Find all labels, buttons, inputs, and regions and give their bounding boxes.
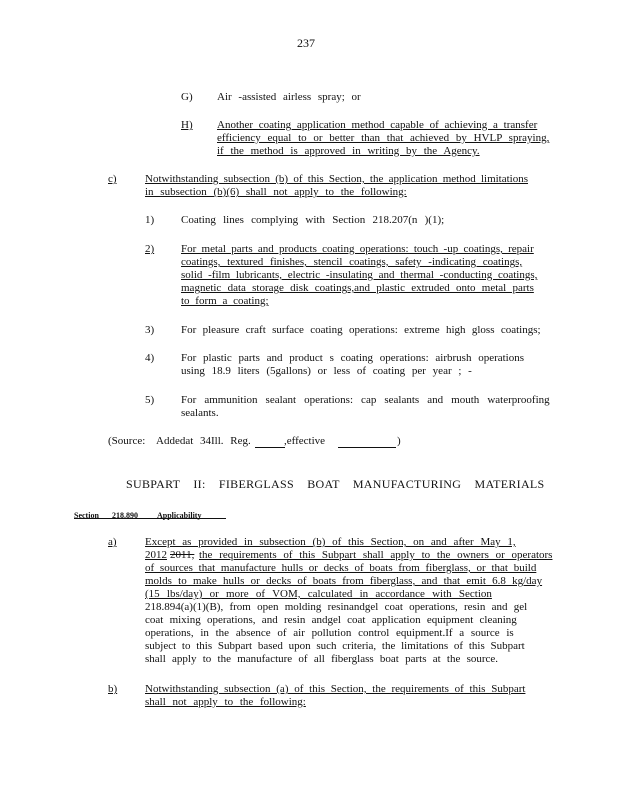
c3-text: For pleasure craft surface coating operations: extreme high gloss coatings;	[181, 324, 541, 336]
item-a-line: shall apply to the manufacture of all fiberglass boat parts at the source.	[145, 653, 499, 665]
source-reg: Addedat 34Ill. Reg.	[156, 435, 251, 447]
c5-line: sealants.	[181, 407, 219, 419]
item-h-label: H)	[181, 119, 193, 131]
section-number: 218.890	[112, 511, 138, 520]
section-word: Section	[74, 511, 99, 520]
item-a-struck: 2011,	[170, 549, 195, 561]
blank-rule	[338, 447, 396, 448]
c2-line: magnetic data storage disk coatings,and plastic extruded onto metal parts	[181, 282, 534, 294]
blank-rule	[255, 447, 285, 448]
source-effective: ,effective	[284, 435, 326, 447]
c2-label: 2)	[145, 243, 155, 255]
c4-line: using 18.9 liters (5gallons) or less of coating per year ; -	[181, 365, 472, 377]
item-c-line: Notwithstanding subsection (b) of this Section, the application method limitations	[145, 173, 529, 185]
item-a-line: molds to make hulls or decks of boats from fiberglass, and that emit 6.8 kg/day	[145, 575, 543, 587]
item-a-line: Except as provided in subsection (b) of this Section, on and after May 1,	[145, 536, 516, 548]
c2-line: coatings, textured finishes, stencil coatings, safety -indicating coatings,	[181, 256, 523, 268]
item-b-label: b)	[108, 683, 118, 695]
item-a-line: 2012	[145, 549, 167, 561]
c2-line: For metal parts and products coating operations: touch -up coatings, repair	[181, 243, 534, 255]
source-close: )	[397, 435, 401, 447]
item-a-line: coat mixing operations, and resin andgel coat application equipment cleaning	[145, 614, 517, 626]
c1-text: Coating lines complying with Section 218.207(n )(1);	[181, 214, 445, 226]
item-b-line: Notwithstanding subsection (a) of this Section, the requirements of this Subpart	[145, 683, 526, 695]
c1-label: 1)	[145, 214, 155, 226]
item-a-line: of sources that manufacture hulls or decks of boats from fiberglass, or that build	[145, 562, 537, 574]
item-a-line: subject to this Subpart based upon such criteria, the limitations of this Subpart	[145, 640, 525, 652]
item-g-label: G)	[181, 91, 193, 103]
source-prefix: (Source:	[108, 435, 146, 447]
item-a-line: (15 lbs/day) or more of VOM, calculated in accordance with Section	[145, 588, 492, 600]
item-c-label: c)	[108, 173, 117, 185]
c5-line: For ammunition sealant operations: cap sealants and mouth waterproofing	[181, 394, 550, 406]
item-c-line: in subsection (b)(6) shall not apply to the following:	[145, 186, 407, 198]
item-a-line: 218.894(a)(1)(B), from open molding resinandgel coat operations, resin and gel	[145, 601, 528, 613]
item-a-label: a)	[108, 536, 117, 548]
c2-line: solid -film lubricants, electric -insulating and thermal -conducting coatings,	[181, 269, 538, 281]
section-rule	[74, 518, 226, 519]
c4-label: 4)	[145, 352, 155, 364]
item-g-text: Air -assisted airless spray; or	[217, 91, 361, 103]
c4-line: For plastic parts and product s coating operations: airbrush operations	[181, 352, 525, 364]
item-a-line: the requirements of this Subpart shall apply to the owners or operators	[199, 549, 553, 561]
c3-label: 3)	[145, 324, 155, 336]
c5-label: 5)	[145, 394, 155, 406]
item-h-line: Another coating application method capable of achieving a transfer	[217, 119, 538, 131]
item-h-line: efficiency equal to or better than that achieved by HVLP spraying,	[217, 132, 550, 144]
page-number: 237	[297, 36, 315, 50]
item-h-line: if the method is approved in writing by the Agency.	[217, 145, 480, 157]
item-b-line: shall not apply to the following:	[145, 696, 306, 708]
section-title: Applicability	[157, 511, 202, 520]
subpart-heading: SUBPART II: FIBERGLASS BOAT MANUFACTURING MATERIALS	[126, 477, 545, 491]
c2-line: to form a coating;	[181, 295, 269, 307]
item-a-line: operations, in the absence of air pollution control equipment.If a source is	[145, 627, 514, 639]
